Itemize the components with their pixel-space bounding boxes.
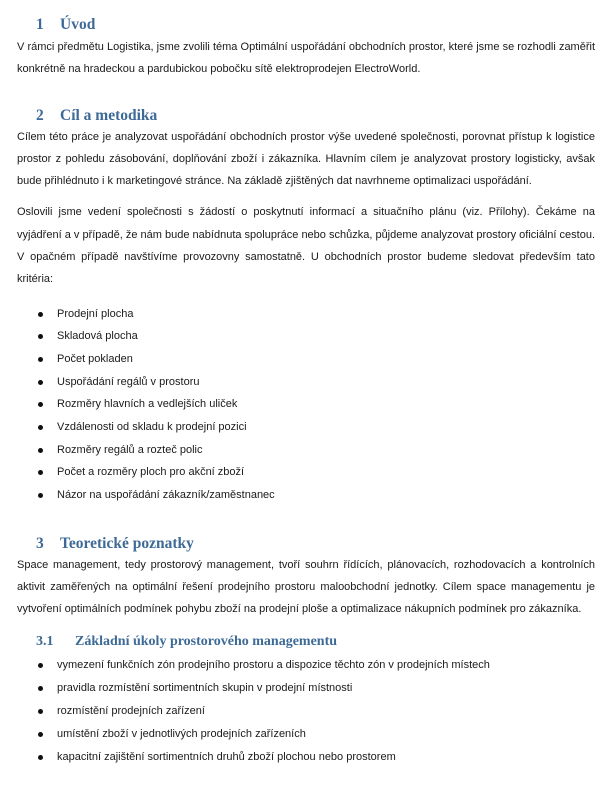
list-item: kapacitní zajištění sortimentních druhů zboží plochou nebo prostorem bbox=[17, 746, 595, 769]
list-item: rozmístění prodejních zařízení bbox=[17, 700, 595, 723]
section-number: 2 bbox=[36, 106, 44, 124]
criteria-list bbox=[17, 303, 595, 507]
list-item: Názor na uspořádání zákazník/zaměstnanec bbox=[17, 484, 595, 507]
section-heading-goals bbox=[17, 107, 595, 125]
section-heading-theory bbox=[17, 535, 595, 553]
list-item: Skladová plocha bbox=[17, 325, 595, 348]
list-item: Rozměry regálů a rozteč polic bbox=[17, 439, 595, 462]
section-number: 3 bbox=[36, 534, 44, 552]
list-item: Rozměry hlavních a vedlejších uliček bbox=[17, 393, 595, 416]
subsection-heading-tasks bbox=[17, 634, 595, 650]
section-title: Cíl a metodika bbox=[60, 106, 158, 124]
section-title: Úvod bbox=[60, 16, 96, 33]
subsection-title: Základní úkoly prostorového managementu bbox=[75, 633, 338, 649]
method-paragraph: Oslovili jsme vedení společnosti s žádostí o poskytnutí informací a situačního plánu (viz. Přílohy). Čekáme na vyjádření a v případě, že nám bude nabídnuta spolupráce nebo schůzka, půjdeme analyzovat prostory oficiální cestou. V opačném případě navštívíme provozovny samostatně. U obchodních prostor budeme sledovat především tato kritéria: bbox=[17, 206, 595, 286]
list-item: pravidla rozmístění sortimentních skupin v prodejní místnosti bbox=[17, 677, 595, 700]
tasks-list bbox=[17, 654, 595, 769]
list-item: Uspořádání regálů v prostoru bbox=[17, 371, 595, 394]
list-item: vymezení funkčních zón prodejního prostoru a dispozice těchto zón v prodejních místech bbox=[17, 654, 595, 677]
subsection-number: 3.1 bbox=[36, 633, 54, 649]
list-item: Prodejní plocha bbox=[17, 303, 595, 326]
intro-paragraph: V rámci předmětu Logistika, jsme zvolili téma Optimální uspořádání obchodních prostor, které jsme se rozhodli zaměřit konkrétně na hradeckou a pardubickou pobočku sítě elektroprodejen ElectroWorld. bbox=[17, 41, 595, 76]
theory-paragraph: Space management, tedy prostorový management, tvoří souhrn řídících, plánovacích, rozhodovacích a kontrolních aktivit zaměřených na optimální řešení prodejního prostoru maloobchodní jednotky. Cílem space managementu je vytvoření optimálních podmínek pohybu zboží na prodejní ploše a optimalizace nákupních podmínek pro zákazníka. bbox=[17, 558, 595, 616]
list-item: Počet a rozměry ploch pro akční zboží bbox=[17, 461, 595, 484]
section-title: Teoretické poznatky bbox=[60, 534, 194, 552]
section-heading-intro bbox=[17, 16, 595, 34]
list-item: Počet pokladen bbox=[17, 348, 595, 371]
section-number: 1 bbox=[36, 16, 44, 33]
list-item: Vzdálenosti od skladu k prodejní pozici bbox=[17, 416, 595, 439]
goals-paragraph: Cílem této práce je analyzovat uspořádání obchodních prostor výše uvedené společnosti, porovnat přístup k logistice prostor z pohledu zásobování, doplňování zboží i zákazníka. Hlavním cílem je analyzovat prostory logisticky, avšak bude přihlédnuto i k marketingové stránce. Na základě zjištěných dat navrhneme optimalizaci uspořádání. bbox=[17, 130, 595, 188]
list-item: umístění zboží v jednotlivých prodejních zařízeních bbox=[17, 723, 595, 746]
